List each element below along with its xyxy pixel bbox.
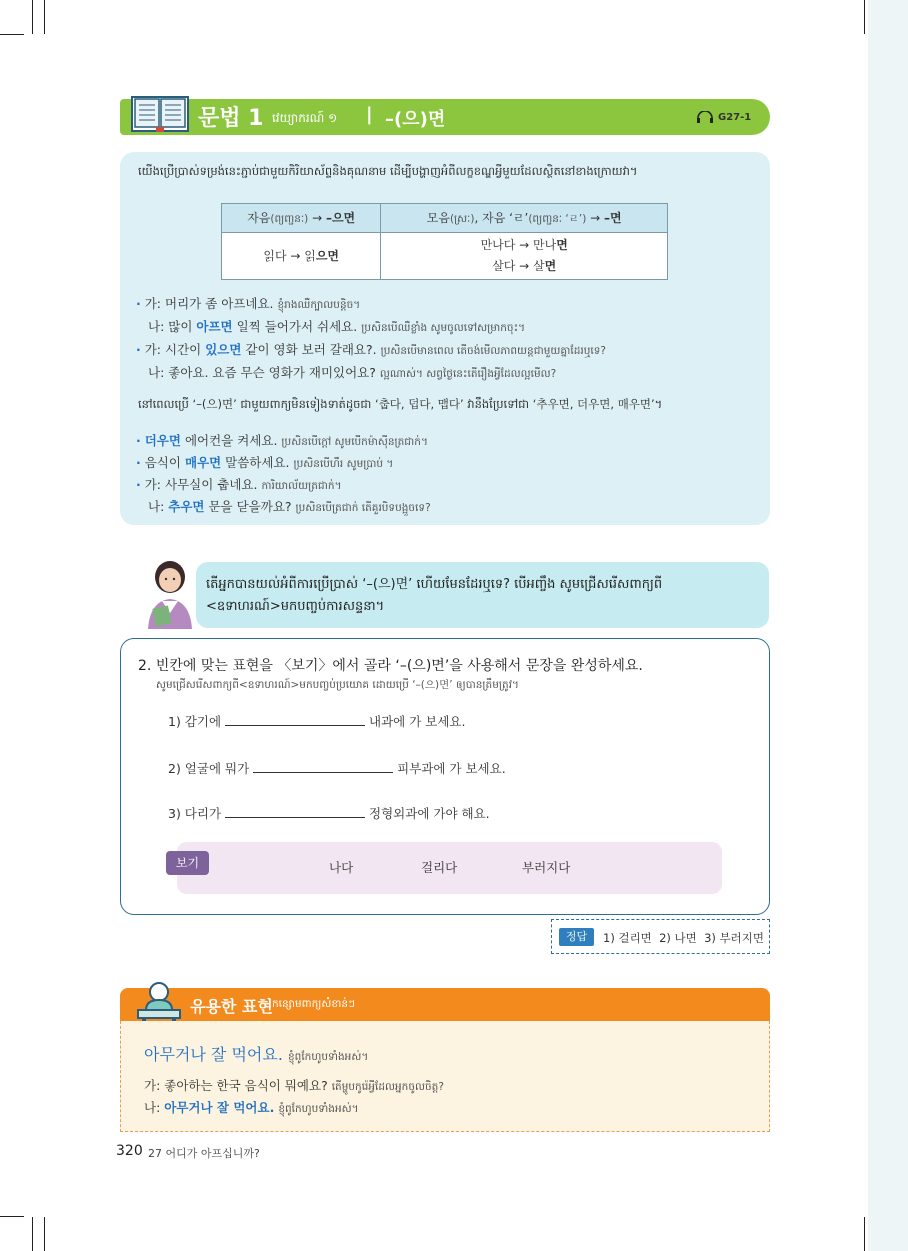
example-label: 보기: [166, 851, 209, 875]
audio-track[interactable]: [696, 111, 751, 123]
crop-mark: [44, 0, 45, 34]
crop-mark: [864, 1217, 865, 1251]
useful-title-khmer: កន្សោមពាក្យសំខាន់ៗ: [272, 998, 356, 1010]
exercise-item: 3) 다리가 정형외과에 가야 해요.: [168, 806, 490, 821]
grammar-form: –(으)면: [385, 109, 446, 130]
example-word: 걸리다: [421, 860, 458, 875]
page-side-strip: [868, 0, 908, 1251]
example-line: 나: 추우면 문을 닫을까요? ប្រសិនបើត្រជាក់ តើគួរបិទបង្អួចទេ?: [148, 499, 431, 514]
answer-blank[interactable]: [225, 806, 365, 818]
answer-text: 1) 걸리면 2) 나면 3) 부러지면: [603, 931, 764, 945]
example-line: 나: 좋아요. 요즘 무슨 영화가 재미있어요? ល្អណាស់។ សព្វថ្ងៃនេះតើរឿងអ្វីដែលល្អមើល?: [148, 365, 557, 380]
crop-mark: [32, 0, 33, 34]
useful-dialog-line: 가: 좋아하는 한국 음식이 뭐예요? តើម្ហូបកូរ៉េអ្វីដែលអ្នកចូលចិត្ត?: [144, 1078, 444, 1093]
crop-mark: [0, 34, 24, 35]
answer-label: 정답: [559, 928, 594, 946]
audio-track-label: G27-1: [718, 111, 752, 123]
book-icon: [130, 93, 190, 133]
example-line: · 가: 시간이 있으면 같이 영화 보러 갈래요?. ប្រសិនបើមានពេល តើចង់មើលភាពយន្តជាមួយគ្នាដែរឬទេ?: [136, 342, 606, 357]
useful-main-expression: 아무거나 잘 먹어요. ខ្ញុំពូកែហូបទាំងអស់។: [144, 1045, 369, 1064]
exercise-question-khmer: សូមជ្រើសរើសពាក្យពី<ឧទាហរណ៍>មកបញ្ចប់ប្រយោគ ដោយប្រើ ‘–(으)면’ ឲ្យបានត្រឹមត្រូវ។: [156, 679, 519, 691]
crop-mark: [0, 1216, 24, 1217]
example-line: · 가: 머리가 좀 아프네요. ខ្ញុំរាងឈឺក្បាលបន្តិច។: [136, 296, 361, 311]
table-cell-consonant: 읽다 → 읽으면: [222, 233, 381, 280]
example-word: 부러지다: [522, 860, 571, 875]
irregular-note: នៅពេលប្រើ ‘–(으)면’ ជាមួយពាក្យមិនទៀងទាត់ដូចជា ‘춥다, 덥다, 맵다’ វានឹងប្រែទៅជា ‘추우면, 더우면, 매우면’។: [138, 397, 663, 411]
exercise-item: 2) 얼굴에 뭐가 피부과에 가 보세요.: [168, 761, 506, 776]
teacher-icon: [140, 557, 200, 629]
explanation-intro: យើងប្រើប្រាស់ទម្រង់នេះភ្ជាប់ជាមួយកិរិយាស័ព្ទនិងគុណនាម ដើម្បីបង្ហាញអំពីលក្ខខណ្ឌអ្វីមួយដែលស្ថិតនៅខាងក្រោយវា។: [138, 164, 638, 178]
headphone-icon: [696, 111, 714, 123]
exercise-item: 1) 감기에 내과에 가 보세요.: [168, 714, 466, 729]
grammar-header-inner: [178, 103, 768, 131]
grammar-title-khmer: វេយ្យាករណ៍ ១: [272, 111, 338, 125]
conjugation-table: [221, 203, 668, 280]
table-cell-vowel: 만나다 → 만나면 살다 → 살면: [381, 233, 668, 280]
table-header-consonant: 자음(ព្យញ្ជនៈ) → –으면: [222, 204, 381, 233]
useful-dialog-line: 나: 아무거나 잘 먹어요. ខ្ញុំពូកែហូបទាំងអស់។: [144, 1100, 359, 1115]
grammar-title: 문법 1: [198, 106, 264, 131]
page-number: 320: [116, 1143, 143, 1159]
chapter-title: 27 어디가 아프십니까?: [148, 1147, 260, 1160]
speech-text: តើអ្នកបានយល់អំពីការប្រើប្រាស់ ‘–(으)면’ ហើយមែនដែរឬទេ? បើអញ្ចឹង សូមជ្រើសរើសពាក្យពី <ឧទាហរណ៍>មកបញ្ចប់ការសន្ទនា។: [206, 577, 663, 614]
desk-icon: [134, 980, 184, 1026]
crop-mark: [32, 1217, 33, 1251]
example-line: 나: 많이 아프면 일찍 들어가서 쉬세요. ប្រសិនបើឈឺខ្លាំង សូមចូលទៅសម្រាកចុះ។: [148, 319, 526, 334]
answer-blank[interactable]: [253, 761, 393, 773]
example-line: · 음식이 매우면 말씀하세요. ប្រសិនបើហឹរ សូមប្រាប់ ។: [136, 455, 394, 470]
crop-mark: [44, 1217, 45, 1251]
grammar-separator: |: [366, 104, 373, 125]
table-header-vowel: 모음(ស្រៈ), 자음 ‘ㄹ’(ព្យញ្ជនៈ ‘ㄹ’) → –면: [381, 204, 668, 233]
exercise-question: 2. 빈칸에 맞는 표현을 〈보기〉에서 골라 ‘–(으)면’을 사용해서 문장을 완성하세요.: [138, 658, 643, 674]
crop-mark: [864, 0, 865, 34]
example-word: 나다: [329, 860, 354, 875]
answer-blank[interactable]: [225, 714, 365, 726]
example-line: · 더우면 에어컨을 켜세요. ប្រសិនបើក្តៅ សូមបើកម៉ាស៊ីនត្រជាក់។: [136, 433, 428, 448]
useful-title: 유용한 표현: [190, 997, 273, 1016]
example-line: · 가: 사무실이 춥네요. ការិយាល័យត្រជាក់។: [136, 477, 342, 492]
